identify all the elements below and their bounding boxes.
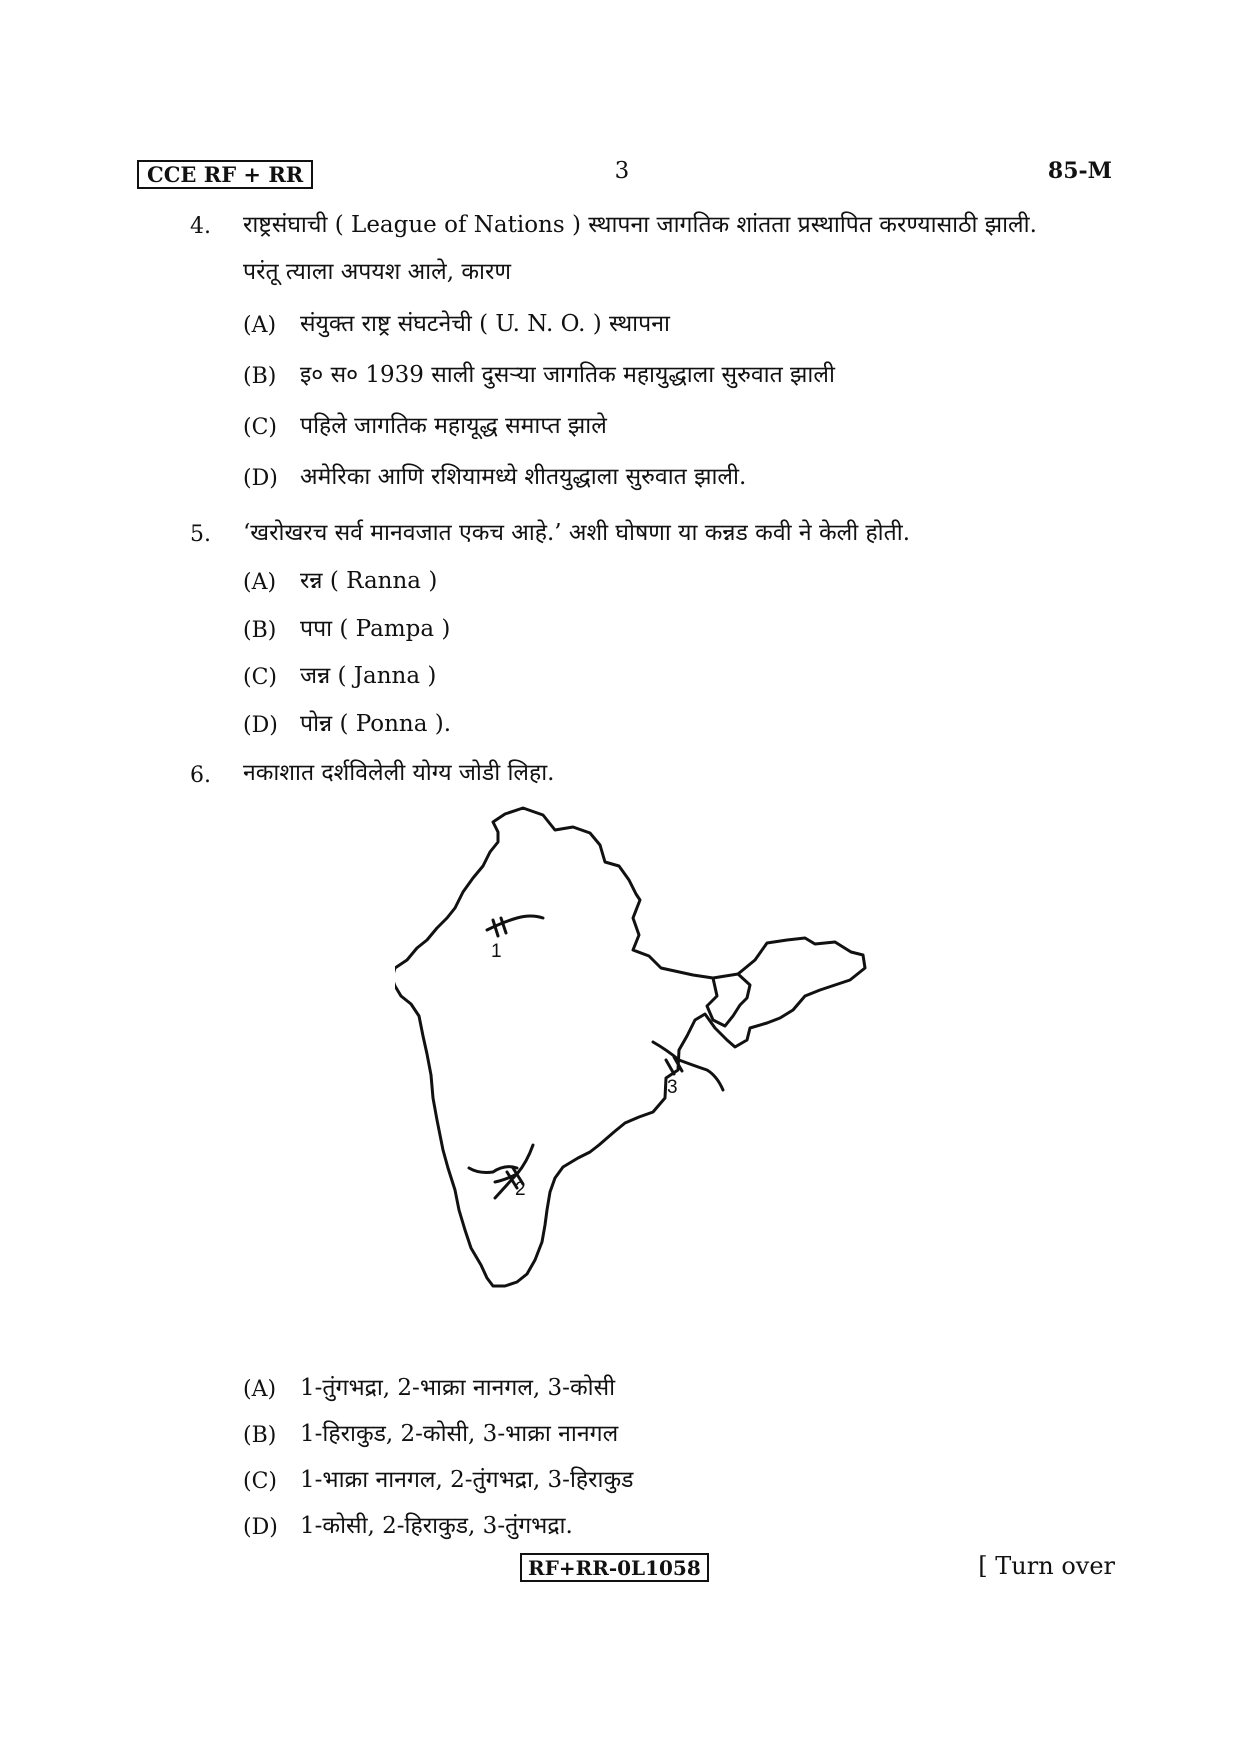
q5-option-d-text: पोन्न ( Ponna ). <box>300 711 452 737</box>
q5-option-c-text: जन्न ( Janna ) <box>300 663 437 689</box>
q6-option-a-text: 1-तुंगभद्रा, 2-भाक्रा नानगल, 3-कोसी <box>300 1375 616 1401</box>
eastern-inlet <box>707 974 750 1026</box>
q4-option-b-text: इ० स० 1939 साली दुसऱ्या जागतिक महायुद्धाला सुरुवात झाली <box>300 362 835 388</box>
question-4-text-line-1: राष्ट्रसंघाची ( League of Nations ) स्थापना जागतिक शांतता प्रस्थापित करण्यासाठी झाली. <box>243 212 1037 238</box>
question-4-text-line-2: परंतू त्याला अपयश आले, कारण <box>243 259 512 285</box>
q4-option-a-text: संयुक्त राष्ट्र संघटनेची ( U. N. O. ) स्थापना <box>300 311 670 337</box>
q6-option-c-label: (C) <box>243 1469 277 1494</box>
q5-option-a-label: (A) <box>243 570 277 595</box>
map-label-3: 3 <box>667 1077 678 1098</box>
paper-code: 85-M <box>1047 158 1112 184</box>
question-6-number: 6. <box>190 763 211 788</box>
q6-option-b-label: (B) <box>243 1423 277 1448</box>
q4-option-a-label: (A) <box>243 313 277 338</box>
india-map-outline <box>395 800 875 1320</box>
q5-option-b-label: (B) <box>243 618 277 643</box>
river-2-branch <box>469 1167 517 1173</box>
q4-option-b-label: (B) <box>243 364 277 389</box>
question-5-text: ‘खरोखरच सर्व मानवजात एकच आहे.’ अशी घोषणा या कन्नड कवी ने केली होती. <box>243 520 911 546</box>
q6-option-d-label: (D) <box>243 1515 278 1540</box>
river-3 <box>653 1042 723 1090</box>
question-4-number: 4. <box>190 214 211 239</box>
q5-option-b-text: पपा ( Pampa ) <box>300 616 451 642</box>
q6-option-b-text: 1-हिराकुड, 2-कोसी, 3-भाक्रा नानगल <box>300 1421 619 1447</box>
q5-option-a-text: रन्न ( Ranna ) <box>300 568 438 594</box>
q5-option-d-label: (D) <box>243 713 278 738</box>
q4-option-c-label: (C) <box>243 415 277 440</box>
q4-option-c-text: पहिले जागतिक महायूद्ध समाप्त झाले <box>300 413 607 439</box>
q6-option-a-label: (A) <box>243 1377 277 1402</box>
turn-over-note: [ Turn over <box>978 1552 1115 1580</box>
map-label-2: 2 <box>515 1179 526 1200</box>
india-map <box>395 800 875 1320</box>
question-5-number: 5. <box>190 522 211 547</box>
dam-marker-1 <box>493 918 506 936</box>
q4-option-d-label: (D) <box>243 466 278 491</box>
q6-option-d-text: 1-कोसी, 2-हिराकुड, 3-तुंगभद्रा. <box>300 1513 573 1539</box>
india-border <box>395 808 865 1286</box>
page-number: 3 <box>614 158 630 184</box>
header-code: CCE RF + RR <box>137 160 313 189</box>
map-label-1: 1 <box>491 941 502 962</box>
q6-option-c-text: 1-भाक्रा नानगल, 2-तुंगभद्रा, 3-हिराकुड <box>300 1467 634 1493</box>
footer-code: RF+RR-0L1058 <box>520 1553 709 1582</box>
q4-option-d-text: अमेरिका आणि रशियामध्ये शीतयुद्धाला सुरुवात झाली. <box>300 464 747 490</box>
question-6-text: नकाशात दर्शविलेली योग्य जोडी लिहा. <box>243 760 555 786</box>
q5-option-c-label: (C) <box>243 665 277 690</box>
